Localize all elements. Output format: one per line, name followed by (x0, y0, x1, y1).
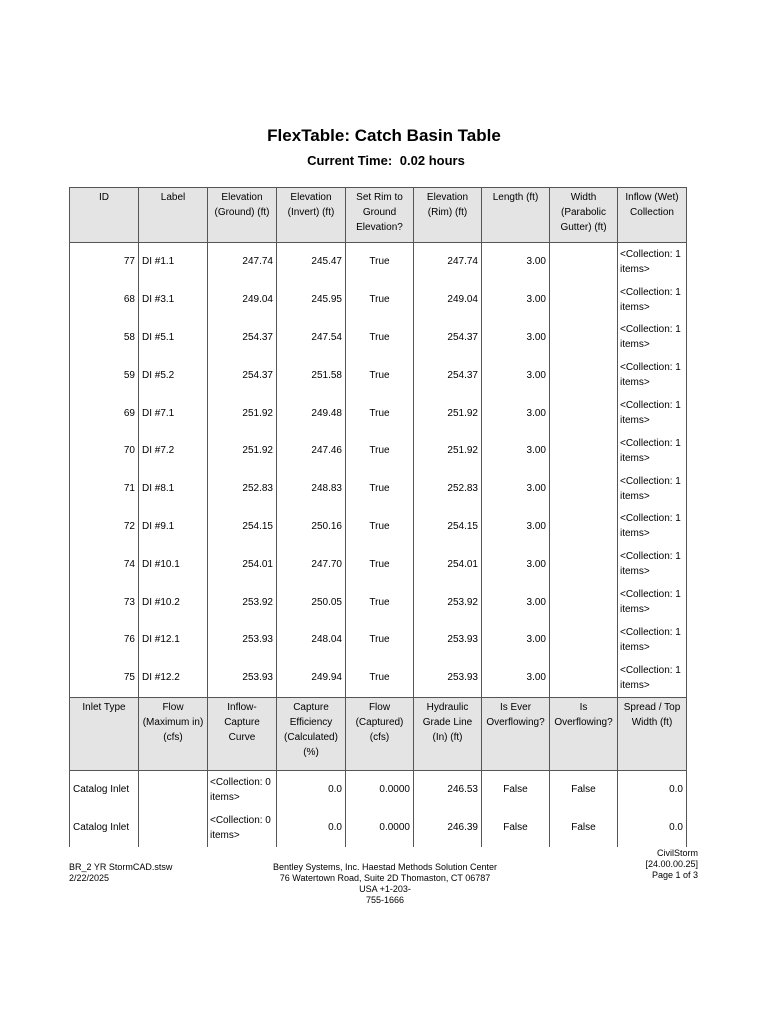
cell-ground: 254.37 (208, 319, 277, 357)
cell-overflowing: False (550, 770, 618, 809)
footer-company-line2: 76 Watertown Road, Suite 2D Thomaston, CT 06787 USA +1-203- (279, 873, 491, 894)
footer-page-number: Page 1 of 3 (651, 870, 698, 880)
cell-width (550, 243, 618, 281)
cell-ground: 251.92 (208, 394, 277, 432)
cell-label: DI #1.1 (139, 243, 208, 281)
page-title: FlexTable: Catch Basin Table (267, 126, 501, 145)
cell-length: 3.00 (482, 319, 550, 357)
col-header-capture-efficiency: Capture Efficiency (Calculated) (%) (277, 697, 346, 770)
cell-label: DI #5.2 (139, 356, 208, 394)
cell-captured: 0.0000 (346, 809, 414, 847)
cell-captured: 0.0000 (346, 770, 414, 809)
current-time-value: 0.02 hours (399, 153, 465, 168)
table2-header (70, 697, 687, 770)
col-header-length: Length (ft) (482, 188, 550, 243)
cell-id: 72 (70, 508, 139, 546)
cell-width (550, 508, 618, 546)
cell-hgl: 246.39 (414, 809, 482, 847)
col-header-inflow-capture-curve: Inflow-Capture Curve (208, 697, 277, 770)
cell-ground: 249.04 (208, 281, 277, 319)
cell-id: 77 (70, 243, 139, 281)
cell-length: 3.00 (482, 508, 550, 546)
cell-length: 3.00 (482, 583, 550, 621)
table-row (70, 583, 687, 621)
cell-label: DI #9.1 (139, 508, 208, 546)
cell-width (550, 432, 618, 470)
cell-length: 3.00 (482, 281, 550, 319)
cell-width (550, 545, 618, 583)
cell-id: 70 (70, 432, 139, 470)
cell-rim: 254.37 (414, 356, 482, 394)
cell-spread: 0.0 (618, 770, 687, 809)
cell-ground: 254.15 (208, 508, 277, 546)
cell-set-rim: True (346, 394, 414, 432)
cell-invert: 249.48 (277, 394, 346, 432)
cell-inflow: <Collection: 1 items> (618, 621, 687, 659)
cell-ground: 253.93 (208, 621, 277, 659)
footer-file-name: BR_2 YR StormCAD.stsw (69, 862, 173, 872)
cell-invert: 249.94 (277, 659, 346, 697)
cell-id: 76 (70, 621, 139, 659)
table-row (70, 319, 687, 357)
cell-inlet-type: Catalog Inlet (70, 770, 139, 809)
cell-rim: 252.83 (414, 470, 482, 508)
col-header-set-rim: Set Rim to Ground Elevation? (346, 188, 414, 243)
table1-body (70, 243, 687, 698)
cell-inflow: <Collection: 1 items> (618, 470, 687, 508)
cell-set-rim: True (346, 470, 414, 508)
cell-set-rim: True (346, 319, 414, 357)
cell-overflowing: False (550, 809, 618, 847)
cell-id: 58 (70, 319, 139, 357)
col-header-flow-captured: Flow (Captured) (cfs) (346, 697, 414, 770)
catch-basin-table (69, 187, 687, 847)
cell-invert: 250.16 (277, 508, 346, 546)
cell-invert: 248.83 (277, 470, 346, 508)
cell-inflow: <Collection: 1 items> (618, 583, 687, 621)
cell-rim: 254.01 (414, 545, 482, 583)
footer-product-name: CivilStorm (656, 848, 698, 858)
table-row (70, 545, 687, 583)
table1-header (70, 188, 687, 243)
table-row (70, 356, 687, 394)
cell-inflow: <Collection: 1 items> (618, 394, 687, 432)
col-header-label: Label (139, 188, 208, 243)
footer-version: [24.00.00.25] (645, 859, 698, 869)
cell-length: 3.00 (482, 432, 550, 470)
cell-label: DI #10.1 (139, 545, 208, 583)
cell-rim: 254.37 (414, 319, 482, 357)
cell-set-rim: True (346, 621, 414, 659)
cell-invert: 245.47 (277, 243, 346, 281)
cell-rim: 254.15 (414, 508, 482, 546)
cell-label: DI #10.2 (139, 583, 208, 621)
col-header-flow-max: Flow (Maximum in) (cfs) (139, 697, 208, 770)
footer-file-info (69, 862, 172, 884)
table-row (70, 621, 687, 659)
cell-inflow: <Collection: 1 items> (618, 281, 687, 319)
cell-rim: 253.93 (414, 659, 482, 697)
cell-ground: 254.01 (208, 545, 277, 583)
cell-width (550, 356, 618, 394)
table-row (70, 809, 687, 847)
cell-flow-max (139, 809, 208, 847)
cell-width (550, 621, 618, 659)
cell-width (550, 394, 618, 432)
cell-hgl: 246.53 (414, 770, 482, 809)
cell-inflow: <Collection: 1 items> (618, 319, 687, 357)
cell-inflow: <Collection: 1 items> (618, 545, 687, 583)
cell-spread: 0.0 (618, 809, 687, 847)
table2-body (70, 770, 687, 847)
table-row (70, 281, 687, 319)
cell-flow-max (139, 770, 208, 809)
col-header-elevation-rim: Elevation (Rim) (ft) (414, 188, 482, 243)
cell-label: DI #3.1 (139, 281, 208, 319)
cell-set-rim: True (346, 545, 414, 583)
cell-id: 74 (70, 545, 139, 583)
cell-invert: 247.54 (277, 319, 346, 357)
cell-label: DI #12.1 (139, 621, 208, 659)
cell-length: 3.00 (482, 659, 550, 697)
cell-ever-overflowing: False (482, 809, 550, 847)
cell-length: 3.00 (482, 621, 550, 659)
cell-rim: 249.04 (414, 281, 482, 319)
cell-rim: 253.92 (414, 583, 482, 621)
table-row (70, 394, 687, 432)
footer-product (645, 848, 698, 881)
col-header-spread: Spread / Top Width (ft) (618, 697, 687, 770)
cell-set-rim: True (346, 583, 414, 621)
col-header-elevation-ground: Elevation (Ground) (ft) (208, 188, 277, 243)
cell-rim: 251.92 (414, 394, 482, 432)
cell-label: DI #5.1 (139, 319, 208, 357)
cell-width (550, 659, 618, 697)
cell-id: 73 (70, 583, 139, 621)
col-header-inlet-type: Inlet Type (70, 697, 139, 770)
cell-length: 3.00 (482, 545, 550, 583)
table-row (70, 770, 687, 809)
cell-inlet-type: Catalog Inlet (70, 809, 139, 847)
cell-set-rim: True (346, 356, 414, 394)
cell-length: 3.00 (482, 394, 550, 432)
table-row (70, 508, 687, 546)
table-row (70, 243, 687, 281)
cell-capture-curve: <Collection: 0 items> (208, 770, 277, 809)
cell-set-rim: True (346, 281, 414, 319)
cell-inflow: <Collection: 1 items> (618, 356, 687, 394)
cell-ground: 251.92 (208, 432, 277, 470)
col-header-is-ever-overflowing: Is Ever Overflowing? (482, 697, 550, 770)
cell-ground: 254.37 (208, 356, 277, 394)
footer-date: 2/22/2025 (69, 873, 110, 883)
footer-company-line1: Bentley Systems, Inc. Haestad Methods Solution Center (272, 862, 498, 872)
cell-width (550, 281, 618, 319)
cell-inflow: <Collection: 1 items> (618, 432, 687, 470)
cell-set-rim: True (346, 659, 414, 697)
table-row (70, 659, 687, 697)
cell-invert: 251.58 (277, 356, 346, 394)
cell-id: 75 (70, 659, 139, 697)
col-header-id: ID (70, 188, 139, 243)
cell-set-rim: True (346, 243, 414, 281)
col-header-is-overflowing: Is Overflowing? (550, 697, 618, 770)
footer-company (270, 862, 500, 906)
cell-rim: 253.93 (414, 621, 482, 659)
cell-efficiency: 0.0 (277, 809, 346, 847)
cell-length: 3.00 (482, 356, 550, 394)
cell-rim: 251.92 (414, 432, 482, 470)
cell-set-rim: True (346, 432, 414, 470)
page-subtitle (0, 153, 768, 168)
cell-label: DI #12.2 (139, 659, 208, 697)
table-row (70, 470, 687, 508)
col-header-width: Width (Parabolic Gutter) (ft) (550, 188, 618, 243)
cell-width (550, 470, 618, 508)
col-header-hgl-in: Hydraulic Grade Line (In) (ft) (414, 697, 482, 770)
cell-length: 3.00 (482, 470, 550, 508)
cell-ground: 247.74 (208, 243, 277, 281)
cell-label: DI #7.1 (139, 394, 208, 432)
cell-id: 69 (70, 394, 139, 432)
cell-inflow: <Collection: 1 items> (618, 508, 687, 546)
col-header-elevation-invert: Elevation (Invert) (ft) (277, 188, 346, 243)
cell-capture-curve: <Collection: 0 items> (208, 809, 277, 847)
cell-ground: 253.92 (208, 583, 277, 621)
cell-invert: 247.70 (277, 545, 346, 583)
cell-id: 71 (70, 470, 139, 508)
cell-ground: 253.93 (208, 659, 277, 697)
cell-inflow: <Collection: 1 items> (618, 659, 687, 697)
cell-invert: 250.05 (277, 583, 346, 621)
cell-width (550, 583, 618, 621)
cell-ever-overflowing: False (482, 770, 550, 809)
cell-invert: 245.95 (277, 281, 346, 319)
col-header-inflow: Inflow (Wet) Collection (618, 188, 687, 243)
cell-id: 68 (70, 281, 139, 319)
cell-invert: 247.46 (277, 432, 346, 470)
cell-invert: 248.04 (277, 621, 346, 659)
cell-id: 59 (70, 356, 139, 394)
cell-label: DI #7.2 (139, 432, 208, 470)
table-row (70, 432, 687, 470)
cell-label: DI #8.1 (139, 470, 208, 508)
cell-ground: 252.83 (208, 470, 277, 508)
cell-length: 3.00 (482, 243, 550, 281)
cell-rim: 247.74 (414, 243, 482, 281)
cell-set-rim: True (346, 508, 414, 546)
footer-company-line3: 755-1666 (365, 895, 405, 905)
cell-width (550, 319, 618, 357)
cell-efficiency: 0.0 (277, 770, 346, 809)
current-time-label: Current Time: (307, 153, 393, 168)
cell-inflow: <Collection: 1 items> (618, 243, 687, 281)
